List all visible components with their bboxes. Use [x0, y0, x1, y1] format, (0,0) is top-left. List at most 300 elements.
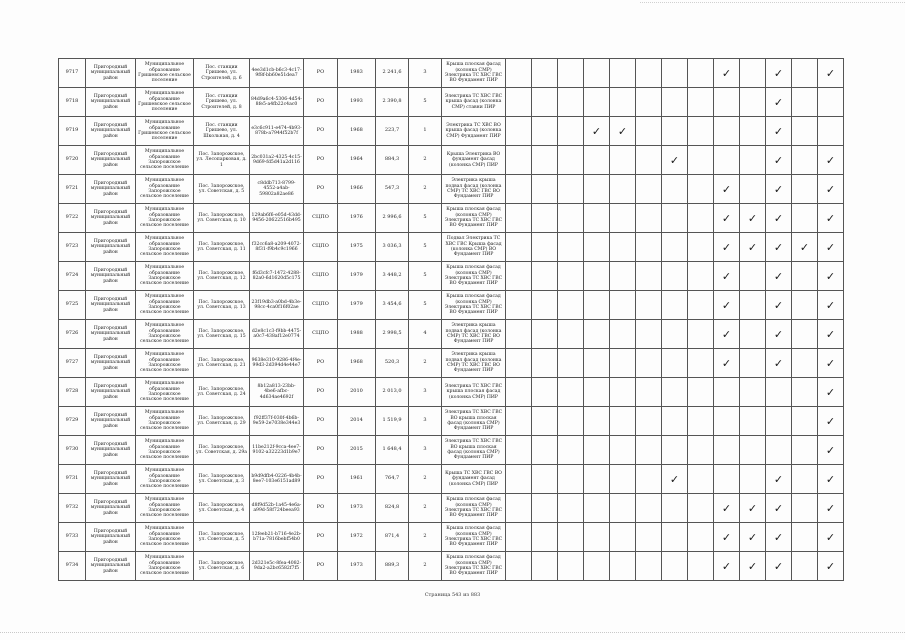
works-list-cell: Электрика ТС ХВС ГВС ВО крыша плоская фасад (колонка СМР) Фундамент ПИР	[442, 407, 506, 436]
district-cell: Пригородный муниципальный район	[86, 349, 136, 378]
work-check-cell	[532, 146, 558, 175]
work-check-cell	[558, 378, 584, 407]
work-check-cell	[532, 117, 558, 146]
address-cell: Пос. Запорожское, ул. Советская, д. 11	[194, 233, 250, 262]
work-check-cell	[818, 436, 844, 465]
work-check-cell	[506, 291, 532, 320]
work-check-cell	[766, 552, 792, 581]
district-cell: Пригородный муниципальный район	[86, 262, 136, 291]
floors-cell: 5	[409, 291, 442, 320]
floors-cell: 1	[409, 117, 442, 146]
area-cell: 3 036,3	[376, 233, 409, 262]
settlement-cell: Муниципальное образование Запорожское сельское поселение	[136, 552, 194, 581]
work-check-cell	[610, 175, 636, 204]
district-cell: Пригородный муниципальный район	[86, 552, 136, 581]
work-check-cell	[818, 146, 844, 175]
work-check-cell	[636, 204, 662, 233]
building-type-cell: РО	[304, 117, 338, 146]
register-body	[59, 59, 844, 581]
works-list-cell: Подвал Электрика ТС ХВС ГВС Крыша фасад (колонка СМР) ВО Фундамент ПИР	[442, 233, 506, 262]
work-check-cell	[688, 407, 714, 436]
work-check-cell	[636, 465, 662, 494]
checkmark-icon: ✓	[825, 472, 836, 486]
work-check-cell	[818, 233, 844, 262]
work-check-cell	[818, 320, 844, 349]
work-check-cell	[506, 465, 532, 494]
checkmark-icon: ✓	[773, 153, 784, 167]
register-table	[58, 58, 844, 581]
work-check-cell	[714, 88, 740, 117]
settlement-cell: Муниципальное образование Запорожское сельское поселение	[136, 465, 194, 494]
work-check-cell	[688, 523, 714, 552]
floors-cell: 5	[409, 233, 442, 262]
work-check-cell	[506, 494, 532, 523]
work-check-cell	[558, 88, 584, 117]
district-cell: Пригородный муниципальный район	[86, 378, 136, 407]
floors-cell: 2	[409, 349, 442, 378]
work-check-cell	[714, 59, 740, 88]
work-check-cell	[714, 552, 740, 581]
checkmark-icon: ✓	[773, 95, 784, 109]
checkmark-icon: ✓	[825, 182, 836, 196]
work-check-cell	[532, 494, 558, 523]
work-check-cell	[740, 436, 766, 465]
work-check-cell	[506, 523, 532, 552]
guid-cell: 84d9a6c4-5306-4d54-8fe5-a4fb22c4ac0	[250, 88, 304, 117]
checkmark-icon: ✓	[747, 501, 758, 515]
floors-cell: 5	[409, 88, 442, 117]
settlement-cell: Муниципальное образование Запорожское сельское поселение	[136, 233, 194, 262]
area-cell: 1 519,9	[376, 407, 409, 436]
area-cell: 889,3	[376, 552, 409, 581]
works-list-cell: Электрика крыша подвал фасад (колонка СМР) ТС ХВС ГВС ВО Фундамент ПИР	[442, 175, 506, 204]
year-cell: 1968	[338, 117, 376, 146]
work-check-cell	[532, 204, 558, 233]
work-check-cell	[792, 233, 818, 262]
table-row	[59, 175, 844, 204]
work-check-cell	[688, 233, 714, 262]
address-cell: Пос. Запорожское, ул. Советская, д. 5	[194, 175, 250, 204]
work-check-cell	[792, 59, 818, 88]
work-check-cell	[610, 204, 636, 233]
work-check-cell	[818, 378, 844, 407]
checkmark-icon: ✓	[747, 530, 758, 544]
checkmark-icon: ✓	[825, 356, 836, 370]
work-check-cell	[766, 88, 792, 117]
work-check-cell	[792, 117, 818, 146]
work-check-cell	[610, 494, 636, 523]
row-id-cell: 9728	[59, 378, 86, 407]
work-check-cell	[532, 291, 558, 320]
work-check-cell	[740, 204, 766, 233]
row-id-cell: 9727	[59, 349, 86, 378]
work-check-cell	[792, 88, 818, 117]
work-check-cell	[636, 320, 662, 349]
work-check-cell	[662, 494, 688, 523]
row-id-cell: 9733	[59, 523, 86, 552]
floors-cell: 5	[409, 204, 442, 233]
district-cell: Пригородный муниципальный район	[86, 146, 136, 175]
work-check-cell	[584, 88, 610, 117]
year-cell: 1973	[338, 552, 376, 581]
work-check-cell	[558, 262, 584, 291]
work-check-cell	[662, 117, 688, 146]
table-row	[59, 523, 844, 552]
table-row	[59, 552, 844, 581]
work-check-cell	[766, 262, 792, 291]
works-list-cell: Электрика крыша подвал фасад (колонка СМР) ТС ХВС ГВС ВО Фундамент ПИР	[442, 320, 506, 349]
work-check-cell	[662, 436, 688, 465]
year-cell: 1961	[338, 465, 376, 494]
work-check-cell	[584, 523, 610, 552]
work-check-cell	[766, 117, 792, 146]
work-check-cell	[584, 175, 610, 204]
work-check-cell	[506, 436, 532, 465]
work-check-cell	[610, 291, 636, 320]
works-list-cell: Крыша плоская фасад (колонка СМР) Электрика ТС ХВС ГВС ВО Фундамент ПИР	[442, 59, 506, 88]
district-cell: Пригородный муниципальный район	[86, 117, 136, 146]
checkmark-icon: ✓	[773, 472, 784, 486]
checkmark-icon: ✓	[747, 211, 758, 225]
checkmark-icon: ✓	[669, 472, 680, 486]
work-check-cell	[558, 204, 584, 233]
work-check-cell	[766, 465, 792, 494]
building-type-cell: РО	[304, 436, 338, 465]
work-check-cell	[636, 378, 662, 407]
work-check-cell	[740, 262, 766, 291]
work-check-cell	[740, 465, 766, 494]
guid-cell: d2e8c1c3-f9bb-4475-a0c7-438af12e0774	[250, 320, 304, 349]
work-check-cell	[558, 552, 584, 581]
works-list-cell: Крыша ТС ХВС ГВС ВО фундамент фасад (колонка СМР) ПИР	[442, 465, 506, 494]
work-check-cell	[714, 378, 740, 407]
work-check-cell	[818, 523, 844, 552]
work-check-cell	[688, 88, 714, 117]
work-check-cell	[584, 320, 610, 349]
checkmark-icon: ✓	[825, 240, 836, 254]
work-check-cell	[532, 407, 558, 436]
building-type-cell: СЦПО	[304, 291, 338, 320]
address-cell: Пос. Запорожское, ул. Советская, д. 6	[194, 552, 250, 581]
work-check-cell	[740, 523, 766, 552]
table-row	[59, 59, 844, 88]
work-check-cell	[688, 378, 714, 407]
work-check-cell	[610, 523, 636, 552]
work-check-cell	[818, 407, 844, 436]
work-check-cell	[688, 349, 714, 378]
work-check-cell	[766, 523, 792, 552]
floors-cell: 2	[409, 175, 442, 204]
checkmark-icon: ✓	[721, 327, 732, 341]
work-check-cell	[792, 204, 818, 233]
work-check-cell	[636, 436, 662, 465]
address-cell: Пос. Запорожское, ул. Советская, д. 10	[194, 204, 250, 233]
checkmark-icon: ✓	[825, 530, 836, 544]
work-check-cell	[636, 88, 662, 117]
address-cell: Пос. станции Гришево, ул. Строителей, д. 6	[194, 59, 250, 88]
checkmark-icon: ✓	[721, 269, 732, 283]
year-cell: 1966	[338, 175, 376, 204]
settlement-cell: Муниципальное образование Запорожское сельское поселение	[136, 436, 194, 465]
building-type-cell: РО	[304, 552, 338, 581]
work-check-cell	[584, 291, 610, 320]
work-check-cell	[662, 378, 688, 407]
building-type-cell: СЦПО	[304, 262, 338, 291]
district-cell: Пригородный муниципальный район	[86, 88, 136, 117]
checkmark-icon: ✓	[721, 559, 732, 573]
work-check-cell	[662, 88, 688, 117]
area-cell: 3 448,2	[376, 262, 409, 291]
work-check-cell	[506, 378, 532, 407]
work-check-cell	[662, 233, 688, 262]
work-check-cell	[662, 175, 688, 204]
work-check-cell	[818, 494, 844, 523]
work-check-cell	[714, 494, 740, 523]
work-check-cell	[610, 465, 636, 494]
work-check-cell	[714, 320, 740, 349]
address-cell: Пос. Запорожское, ул. Советская, д. 12	[194, 262, 250, 291]
work-check-cell	[636, 233, 662, 262]
guid-cell: 4ee3d1cb-b6c3-4c17-9f8f-bb60e51dea7	[250, 59, 304, 88]
work-check-cell	[740, 494, 766, 523]
work-check-cell	[584, 59, 610, 88]
checkmark-icon: ✓	[773, 66, 784, 80]
checkmark-icon: ✓	[721, 356, 732, 370]
year-cell: 1972	[338, 523, 376, 552]
work-check-cell	[558, 494, 584, 523]
page-footer: Страница 543 из 883	[424, 592, 481, 598]
checkmark-icon: ✓	[825, 414, 836, 428]
floors-cell: 3	[409, 436, 442, 465]
table-row	[59, 233, 844, 262]
work-check-cell	[636, 523, 662, 552]
work-check-cell	[506, 146, 532, 175]
settlement-cell: Муниципальное образование Запорожское сельское поселение	[136, 378, 194, 407]
district-cell: Пригородный муниципальный район	[86, 204, 136, 233]
work-check-cell	[558, 465, 584, 494]
work-check-cell	[714, 233, 740, 262]
guid-cell: 12feeb21-b716-4e2b-b71a-7816bebf54b0	[250, 523, 304, 552]
work-check-cell	[584, 465, 610, 494]
address-cell: Пос. Запорожское, ул. Советская, д. 15	[194, 320, 250, 349]
work-check-cell	[740, 88, 766, 117]
settlement-cell: Муниципальное образование Запорожское сельское поселение	[136, 349, 194, 378]
work-check-cell	[558, 523, 584, 552]
work-check-cell	[714, 407, 740, 436]
work-check-cell	[558, 291, 584, 320]
row-id-cell: 9731	[59, 465, 86, 494]
floors-cell: 2	[409, 494, 442, 523]
year-cell: 1979	[338, 291, 376, 320]
building-type-cell: СЦПО	[304, 204, 338, 233]
district-cell: Пригородный муниципальный район	[86, 59, 136, 88]
work-check-cell	[636, 262, 662, 291]
floors-cell: 2	[409, 523, 442, 552]
works-list-cell: Крыша плоская фасад (колонка СМР) Электрика ТС ХВС ГВС ВО Фундамент ПИР	[442, 291, 506, 320]
guid-cell: 129ab6f6-e05d-43dd-9456-20622516b495	[250, 204, 304, 233]
checkmark-icon: ✓	[773, 298, 784, 312]
work-check-cell	[688, 204, 714, 233]
row-id-cell: 9732	[59, 494, 86, 523]
work-check-cell	[766, 494, 792, 523]
building-type-cell: РО	[304, 494, 338, 523]
works-list-cell: Электрика ТС ХВС ГВС крыша фасад (колонка СМР) ставни ПИР	[442, 88, 506, 117]
work-check-cell	[532, 59, 558, 88]
work-check-cell	[584, 204, 610, 233]
building-type-cell: РО	[304, 146, 338, 175]
settlement-cell: Муниципальное образование Запорожское сельское поселение	[136, 523, 194, 552]
work-check-cell	[610, 262, 636, 291]
district-cell: Пригородный муниципальный район	[86, 407, 136, 436]
work-check-cell	[610, 233, 636, 262]
work-check-cell	[662, 262, 688, 291]
work-check-cell	[688, 552, 714, 581]
row-id-cell: 9729	[59, 407, 86, 436]
district-cell: Пригородный муниципальный район	[86, 494, 136, 523]
checkmark-icon: ✓	[721, 530, 732, 544]
works-list-cell: Крыша Электрика ВО фундамент фасад (колонка СМР) ПИР	[442, 146, 506, 175]
address-cell: Пос. Запорожское, ул. Советская, д. 3	[194, 465, 250, 494]
row-id-cell: 9726	[59, 320, 86, 349]
work-check-cell	[740, 320, 766, 349]
work-check-cell	[610, 59, 636, 88]
work-check-cell	[792, 378, 818, 407]
floors-cell: 2	[409, 552, 442, 581]
work-check-cell	[532, 552, 558, 581]
district-cell: Пригородный муниципальный район	[86, 523, 136, 552]
work-check-cell	[610, 146, 636, 175]
work-check-cell	[688, 291, 714, 320]
guid-cell: f92ff37f-030f-4b6b-9e59-2e7038e344e3	[250, 407, 304, 436]
scan-artifact-bottom	[0, 632, 905, 637]
work-check-cell	[714, 465, 740, 494]
work-check-cell	[662, 59, 688, 88]
building-type-cell: СЦПО	[304, 320, 338, 349]
work-check-cell	[532, 465, 558, 494]
year-cell: 1968	[338, 349, 376, 378]
settlement-cell: Муниципальное образование Запорожское сельское поселение	[136, 146, 194, 175]
checkmark-icon: ✓	[773, 124, 784, 138]
work-check-cell	[662, 523, 688, 552]
year-cell: 1976	[338, 204, 376, 233]
year-cell: 2014	[338, 407, 376, 436]
work-check-cell	[688, 436, 714, 465]
work-check-cell	[688, 320, 714, 349]
checkmark-icon: ✓	[773, 182, 784, 196]
work-check-cell	[818, 552, 844, 581]
floors-cell: 2	[409, 465, 442, 494]
checkmark-icon: ✓	[825, 153, 836, 167]
row-id-cell: 9734	[59, 552, 86, 581]
area-cell: 2 996,6	[376, 204, 409, 233]
work-check-cell	[662, 204, 688, 233]
work-check-cell	[610, 320, 636, 349]
work-check-cell	[662, 291, 688, 320]
work-check-cell	[662, 552, 688, 581]
checkmark-icon: ✓	[773, 356, 784, 370]
area-cell: 547,3	[376, 175, 409, 204]
work-check-cell	[688, 494, 714, 523]
floors-cell: 3	[409, 59, 442, 88]
guid-cell: f6d3cfc7-1472-4288-82a0-6d1620d5c175	[250, 262, 304, 291]
checkmark-icon: ✓	[721, 66, 732, 80]
checkmark-icon: ✓	[721, 501, 732, 515]
work-check-cell	[610, 88, 636, 117]
works-list-cell: Электрика ТС ХВС ГВС крыша плоская фасад (колонка СМР) ПИР	[442, 378, 506, 407]
guid-cell: e3c6c911-e474-4b93-878b-a7944f52b7f	[250, 117, 304, 146]
work-check-cell	[740, 378, 766, 407]
guid-cell: 9638e310-9286-4f4e-99d3-2d394d4e44e7	[250, 349, 304, 378]
work-check-cell	[506, 262, 532, 291]
work-check-cell	[792, 320, 818, 349]
row-id-cell: 9723	[59, 233, 86, 262]
checkmark-icon: ✓	[825, 501, 836, 515]
work-check-cell	[558, 59, 584, 88]
work-check-cell	[532, 175, 558, 204]
work-check-cell	[584, 407, 610, 436]
table-row	[59, 291, 844, 320]
work-check-cell	[662, 320, 688, 349]
work-check-cell	[714, 262, 740, 291]
work-check-cell	[636, 552, 662, 581]
work-check-cell	[610, 436, 636, 465]
work-check-cell	[662, 465, 688, 494]
district-cell: Пригородный муниципальный район	[86, 320, 136, 349]
work-check-cell	[766, 175, 792, 204]
work-check-cell	[714, 175, 740, 204]
work-check-cell	[532, 378, 558, 407]
works-list-cell: Электрика крыша подвал фасад (колонка СМР) ТС ХВС ГВС ВО Фундамент ПИР	[442, 349, 506, 378]
settlement-cell: Муниципальное образование Запорожское сельское поселение	[136, 291, 194, 320]
work-check-cell	[584, 146, 610, 175]
table-row	[59, 204, 844, 233]
work-check-cell	[532, 436, 558, 465]
work-check-cell	[818, 465, 844, 494]
works-list-cell: Крыша плоская фасад (колонка СМР) Электрика ТС ХВС ГВС ВО Фундамент ПИР	[442, 552, 506, 581]
building-type-cell: РО	[304, 407, 338, 436]
row-id-cell: 9718	[59, 88, 86, 117]
work-check-cell	[506, 204, 532, 233]
work-check-cell	[818, 291, 844, 320]
work-check-cell	[740, 349, 766, 378]
building-type-cell: РО	[304, 349, 338, 378]
floors-cell: 4	[409, 320, 442, 349]
work-check-cell	[610, 378, 636, 407]
address-cell: Пос. станции Гришево, ул. Строителей, д. 8	[194, 88, 250, 117]
work-check-cell	[506, 59, 532, 88]
work-check-cell	[792, 523, 818, 552]
floors-cell: 2	[409, 146, 442, 175]
checkmark-icon: ✓	[773, 327, 784, 341]
work-check-cell	[636, 146, 662, 175]
work-check-cell	[636, 349, 662, 378]
work-check-cell	[532, 320, 558, 349]
checkmark-icon: ✓	[773, 269, 784, 283]
work-check-cell	[740, 59, 766, 88]
work-check-cell	[506, 233, 532, 262]
work-check-cell	[584, 262, 610, 291]
district-cell: Пригородный муниципальный район	[86, 291, 136, 320]
checkmark-icon: ✓	[773, 501, 784, 515]
work-check-cell	[740, 552, 766, 581]
works-list-cell: Электрика ТС ХВС ГВС ВО крыша плоская фасад (колонка СМР) Фундамент ПИР	[442, 436, 506, 465]
work-check-cell	[532, 88, 558, 117]
settlement-cell: Муниципальное образование Запорожское сельское поселение	[136, 320, 194, 349]
settlement-cell: Муниципальное образование Запорожское сельское поселение	[136, 262, 194, 291]
work-check-cell	[506, 407, 532, 436]
work-check-cell	[688, 117, 714, 146]
area-cell: 1 648,4	[376, 436, 409, 465]
